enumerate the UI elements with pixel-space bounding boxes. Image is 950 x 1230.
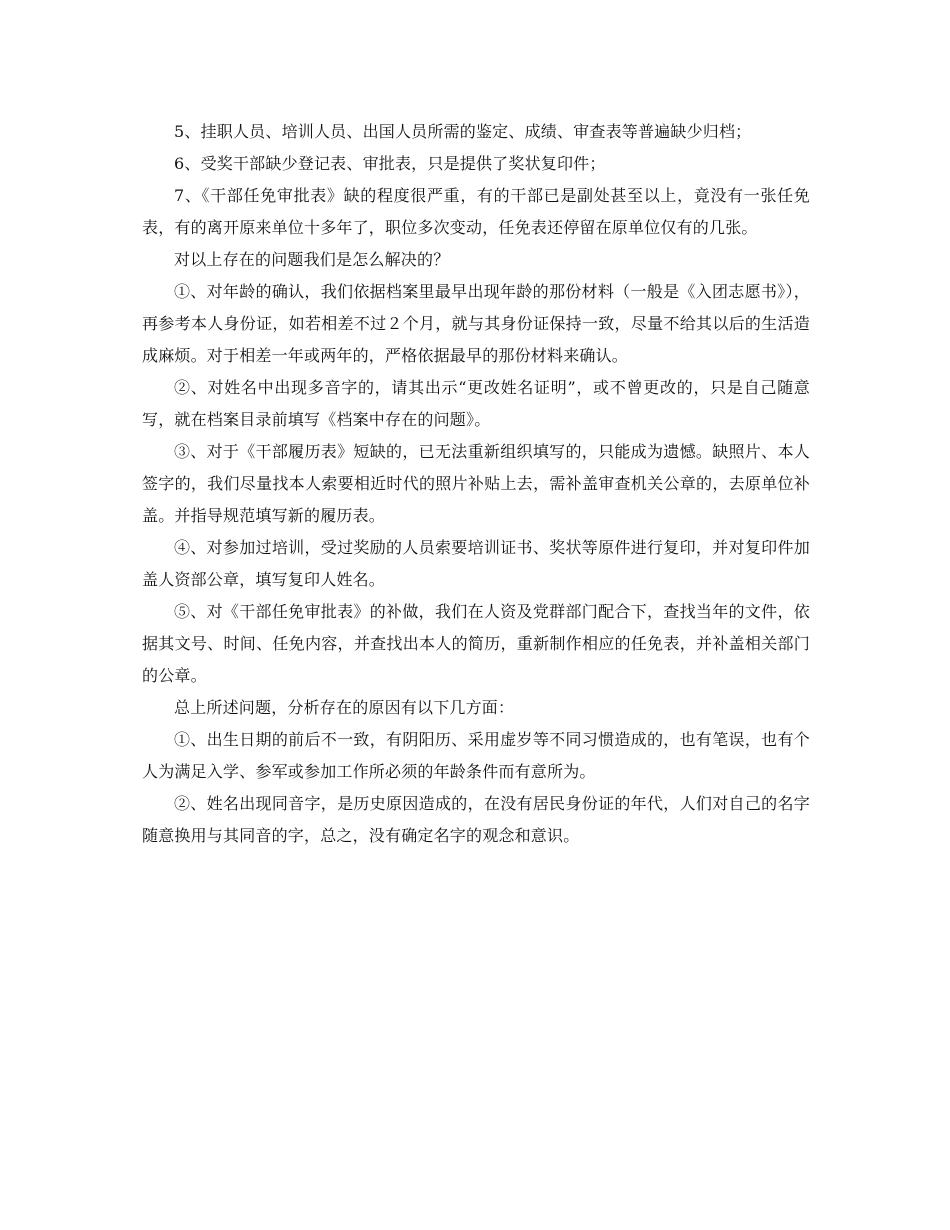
paragraph-cause-summary: 总上所述问题，分析存在的原因有以下几方面： [174, 698, 515, 717]
document-body [142, 116, 810, 852]
paragraph-item-6-award-records: 6、受奖干部缺少登记表、审批表，只是提供了奖状复印件； [174, 154, 606, 173]
paragraph-solution-appointment: ⑤、对《干部任免审批表》的补做，我们在人资及党群部门配合下，查找当年的文件，依据其文号、时间、任免内容，并查找出本人的简历，重新制作相应的任免表，并补盖相关部门的公章。 [142, 602, 810, 685]
paragraph-solution-name: ②、对姓名中出现多音字的，请其出示“更改姓名证明”，或不曾更改的，只是自己随意写，就在档案目录前填写《档案中存在的问题》。 [142, 378, 810, 429]
paragraph-cause-birthdate: ①、出生日期的前后不一致，有阴阳历、采用虚岁等不同习惯造成的，也有笔误，也有个人为满足入学、参军或参加工作所必须的年龄条件而有意所为。 [142, 730, 810, 781]
paragraph-solution-age: ①、对年龄的确认，我们依据档案里最早出现年龄的那份材料（一般是《入团志愿书》），再参考本人身份证，如若相差不过２个月，就与其身份证保持一致，尽量不给其以后的生活造成麻烦。对于相差一年或两年的，严格依据最早的那份材料来确认。 [142, 282, 810, 365]
paragraph-item-5-archive-gaps: 5、挂职人员、培训人员、出国人员所需的鉴定、成绩、审查表等普遍缺少归档； [174, 122, 752, 141]
paragraph-solution-training: ④、对参加过培训，受过奖励的人员索要培训证书、奖状等原件进行复印，并对复印件加盖人资部公章，填写复印人姓名。 [142, 538, 810, 589]
paragraph-solution-resume: ③、对于《干部履历表》短缺的，已无法重新组织填写的，只能成为遗憾。缺照片、本人签字的，我们尽量找本人索要相近时代的照片补贴上去，需补盖审查机关公章的，去原单位补盖。并指导规范填写新的履历表。 [142, 442, 810, 525]
paragraph-solution-question: 对以上存在的问题我们是怎么解决的？ [174, 250, 450, 269]
paragraph-item-7-appointment-forms: 7、《干部任免审批表》缺的程度很严重，有的干部已是副处甚至以上，竟没有一张任免表，有的离开原来单位十多年了，职位多次变动，任免表还停留在原单位仅有的几张。 [142, 186, 810, 237]
paragraph-cause-name-homophone: ②、姓名出现同音字，是历史原因造成的，在没有居民身份证的年代，人们对自己的名字随意换用与其同音的字，总之，没有确定名字的观念和意识。 [142, 794, 810, 845]
